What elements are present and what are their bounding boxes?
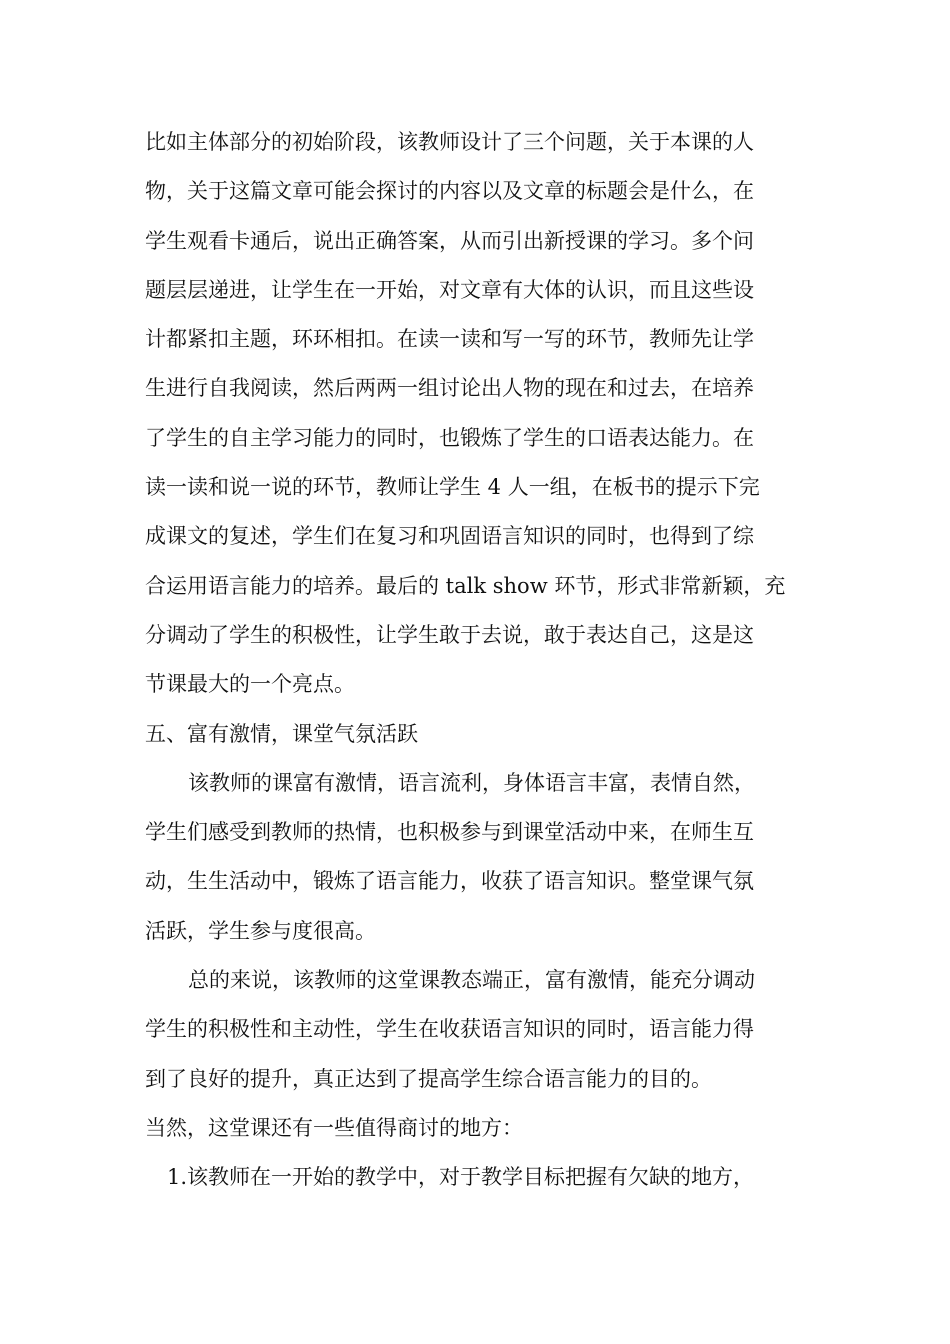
paragraph-line: 活跃，学生参与度很高。 (145, 918, 376, 943)
paragraph-line: 读一读和说一说的环节，教师让学生 4 人一组，在板书的提示下完 (145, 475, 760, 500)
document-body (145, 118, 805, 1203)
section-heading: 五、富有激情，课堂气氛活跃 (145, 721, 418, 746)
paragraph-line: 生进行自我阅读，然后两两一组讨论出人物的现在和过去，在培养 (145, 376, 754, 401)
paragraph-line: 成课文的复述，学生们在复习和巩固语言知识的同时，也得到了综 (145, 524, 754, 549)
paragraph-line: 总的来说，该教师的这堂课教态端正，富有激情，能充分调动 (188, 968, 755, 993)
paragraph-line: 动，生生活动中，锻炼了语言能力，收获了语言知识。整堂课气氛 (145, 869, 754, 894)
list-item: 1.该教师在一开始的教学中，对于教学目标把握有欠缺的地方， (167, 1165, 755, 1190)
paragraph-line: 当然，这堂课还有一些值得商讨的地方： (145, 1115, 523, 1140)
paragraph-line: 合运用语言能力的培养。最后的 talk show 环节，形式非常新颖，充 (145, 573, 786, 598)
paragraph-line: 节课最大的一个亮点。 (145, 672, 355, 697)
paragraph-line: 到了良好的提升，真正达到了提高学生综合语言能力的目的。 (145, 1066, 712, 1091)
paragraph-line: 分调动了学生的积极性，让学生敢于去说，敢于表达自己，这是这 (145, 622, 754, 647)
paragraph-line: 物，关于这篇文章可能会探讨的内容以及文章的标题会是什么，在 (145, 179, 754, 204)
paragraph-line: 比如主体部分的初始阶段，该教师设计了三个问题，关于本课的人 (145, 130, 754, 154)
paragraph-line: 该教师的课富有激情，语言流利，身体语言丰富，表情自然， (188, 770, 755, 795)
paragraph-line: 学生们感受到教师的热情，也积极参与到课堂活动中来，在师生互 (145, 820, 754, 845)
paragraph-line: 学生观看卡通后，说出正确答案，从而引出新授课的学习。多个问 (145, 228, 754, 253)
paragraph-line: 了学生的自主学习能力的同时，也锻炼了学生的口语表达能力。在 (145, 425, 754, 450)
paragraph-line: 计都紧扣主题，环环相扣。在读一读和写一写的环节，教师先让学 (145, 327, 754, 352)
paragraph-line: 学生的积极性和主动性，学生在收获语言知识的同时，语言能力得 (145, 1017, 754, 1042)
paragraph-line: 题层层递进，让学生在一开始，对文章有大体的认识，而且这些设 (145, 277, 754, 302)
